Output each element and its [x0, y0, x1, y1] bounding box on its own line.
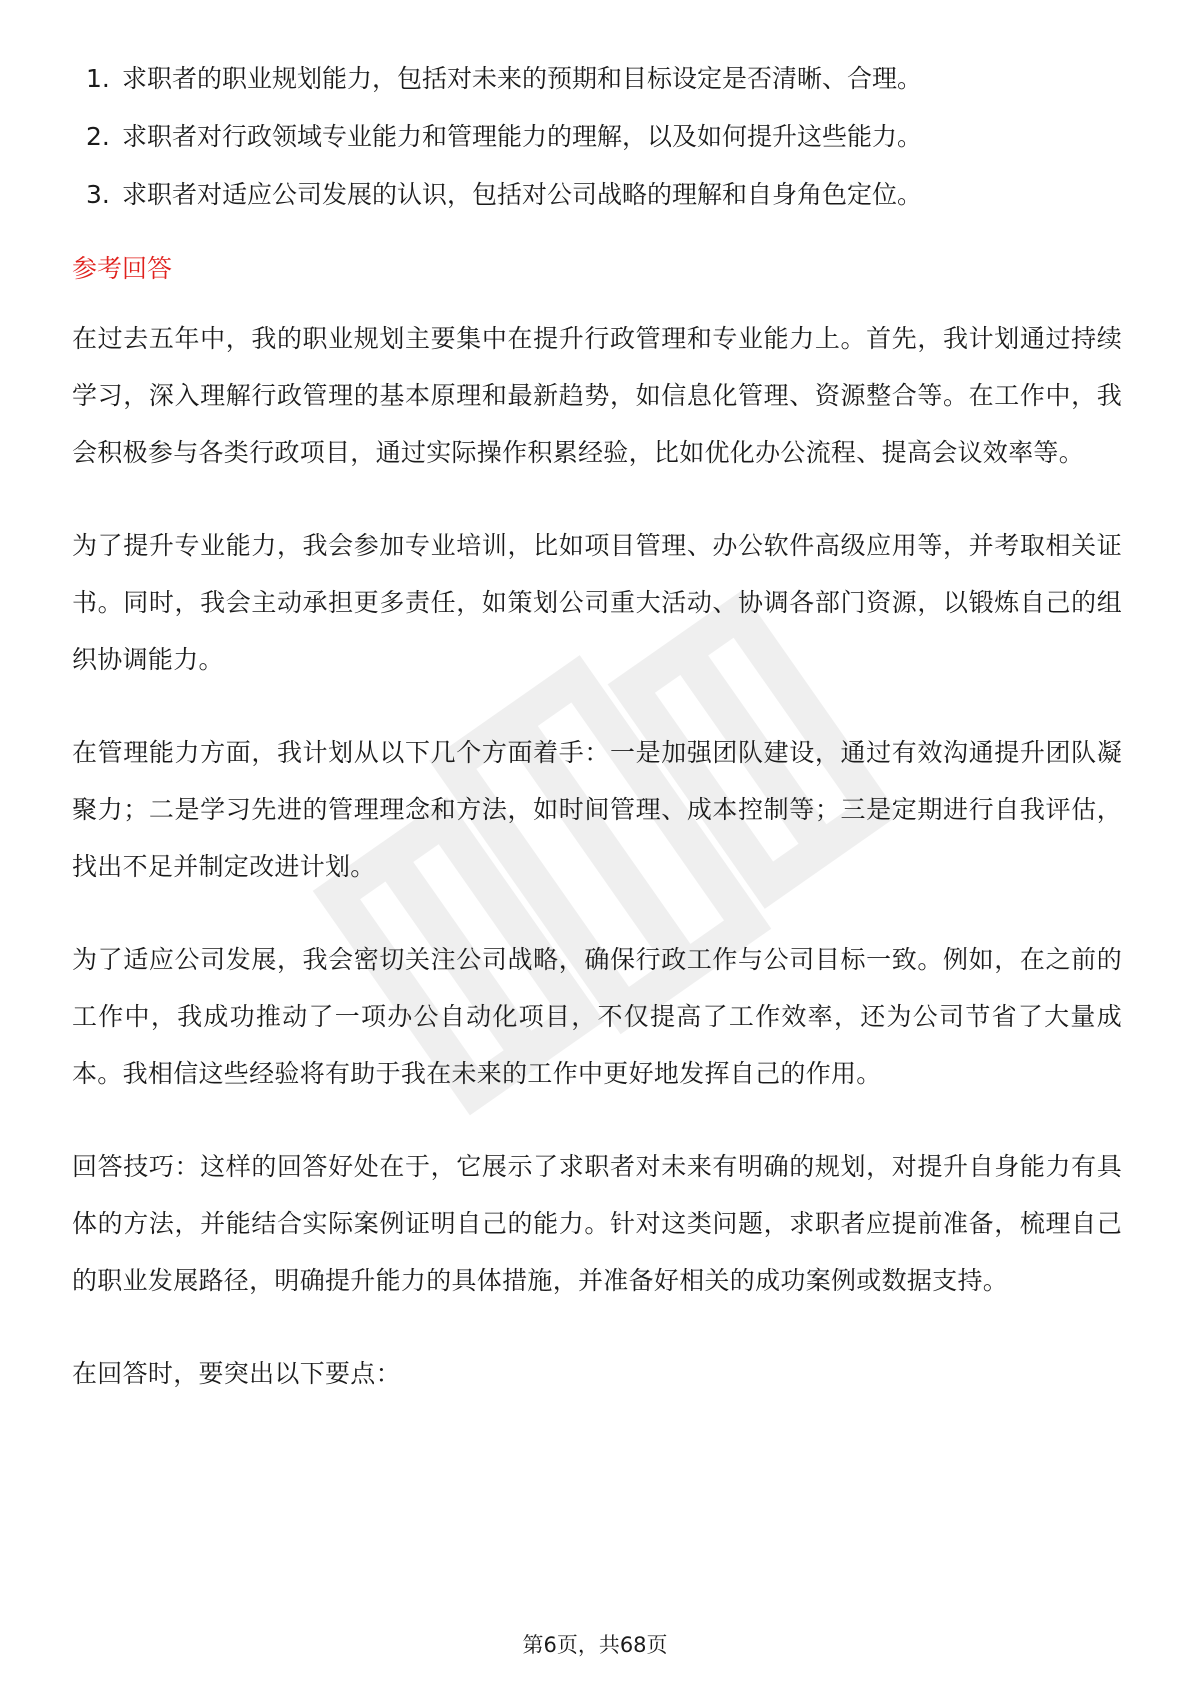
list-item	[72, 60, 1122, 118]
document-content	[72, 60, 1122, 1438]
list-text: 求职者对行政领域专业能力和管理能力的理解，以及如何提升这些能力。	[122, 122, 923, 151]
paragraph: 在管理能力方面，我计划从以下几个方面着手：一是加强团队建设，通过有效沟通提升团队凝聚力；二是学习先进的管理理念和方法，如时间管理、成本控制等；三是定期进行自我评估，找出不足并制定改进计划。	[72, 738, 1122, 881]
paragraph: 为了适应公司发展，我会密切关注公司战略，确保行政工作与公司目标一致。例如，在之前的工作中，我成功推动了一项办公自动化项目，不仅提高了工作效率，还为公司节省了大量成本。我相信这些经验将有助于我在未来的工作中更好地发挥自己的作用。	[72, 945, 1122, 1088]
list-number: 1.	[86, 64, 110, 93]
list-text: 求职者对适应公司发展的认识，包括对公司战略的理解和自身角色定位。	[122, 180, 923, 209]
list-text: 求职者的职业规划能力，包括对未来的预期和目标设定是否清晰、合理。	[122, 64, 923, 93]
paragraph: 为了提升专业能力，我会参加专业培训，比如项目管理、办公软件高级应用等，并考取相关证书。同时，我会主动承担更多责任，如策划公司重大活动、协调各部门资源，以锻炼自己的组织协调能力。	[72, 531, 1122, 674]
criteria-list	[72, 60, 1122, 234]
paragraph: 回答技巧：这样的回答好处在于，它展示了求职者对未来有明确的规划，对提升自身能力有具体的方法，并能结合实际案例证明自己的能力。针对这类问题，求职者应提前准备，梳理自己的职业发展路径，明确提升能力的具体措施，并准备好相关的成功案例或数据支持。	[72, 1152, 1122, 1295]
paragraph: 在回答时，要突出以下要点：	[72, 1359, 401, 1388]
section-heading: 参考回答	[72, 254, 173, 283]
page-number-footer: 第6页，共68页	[522, 1633, 668, 1657]
list-number: 2.	[86, 122, 110, 151]
list-number: 3.	[86, 180, 110, 209]
paragraph: 在过去五年中，我的职业规划主要集中在提升行政管理和专业能力上。首先，我计划通过持续学习，深入理解行政管理的基本原理和最新趋势，如信息化管理、资源整合等。在工作中，我会积极参与各类行政项目，通过实际操作积累经验，比如优化办公流程、提高会议效率等。	[72, 324, 1122, 467]
list-item	[72, 176, 1122, 234]
list-item	[72, 118, 1122, 176]
